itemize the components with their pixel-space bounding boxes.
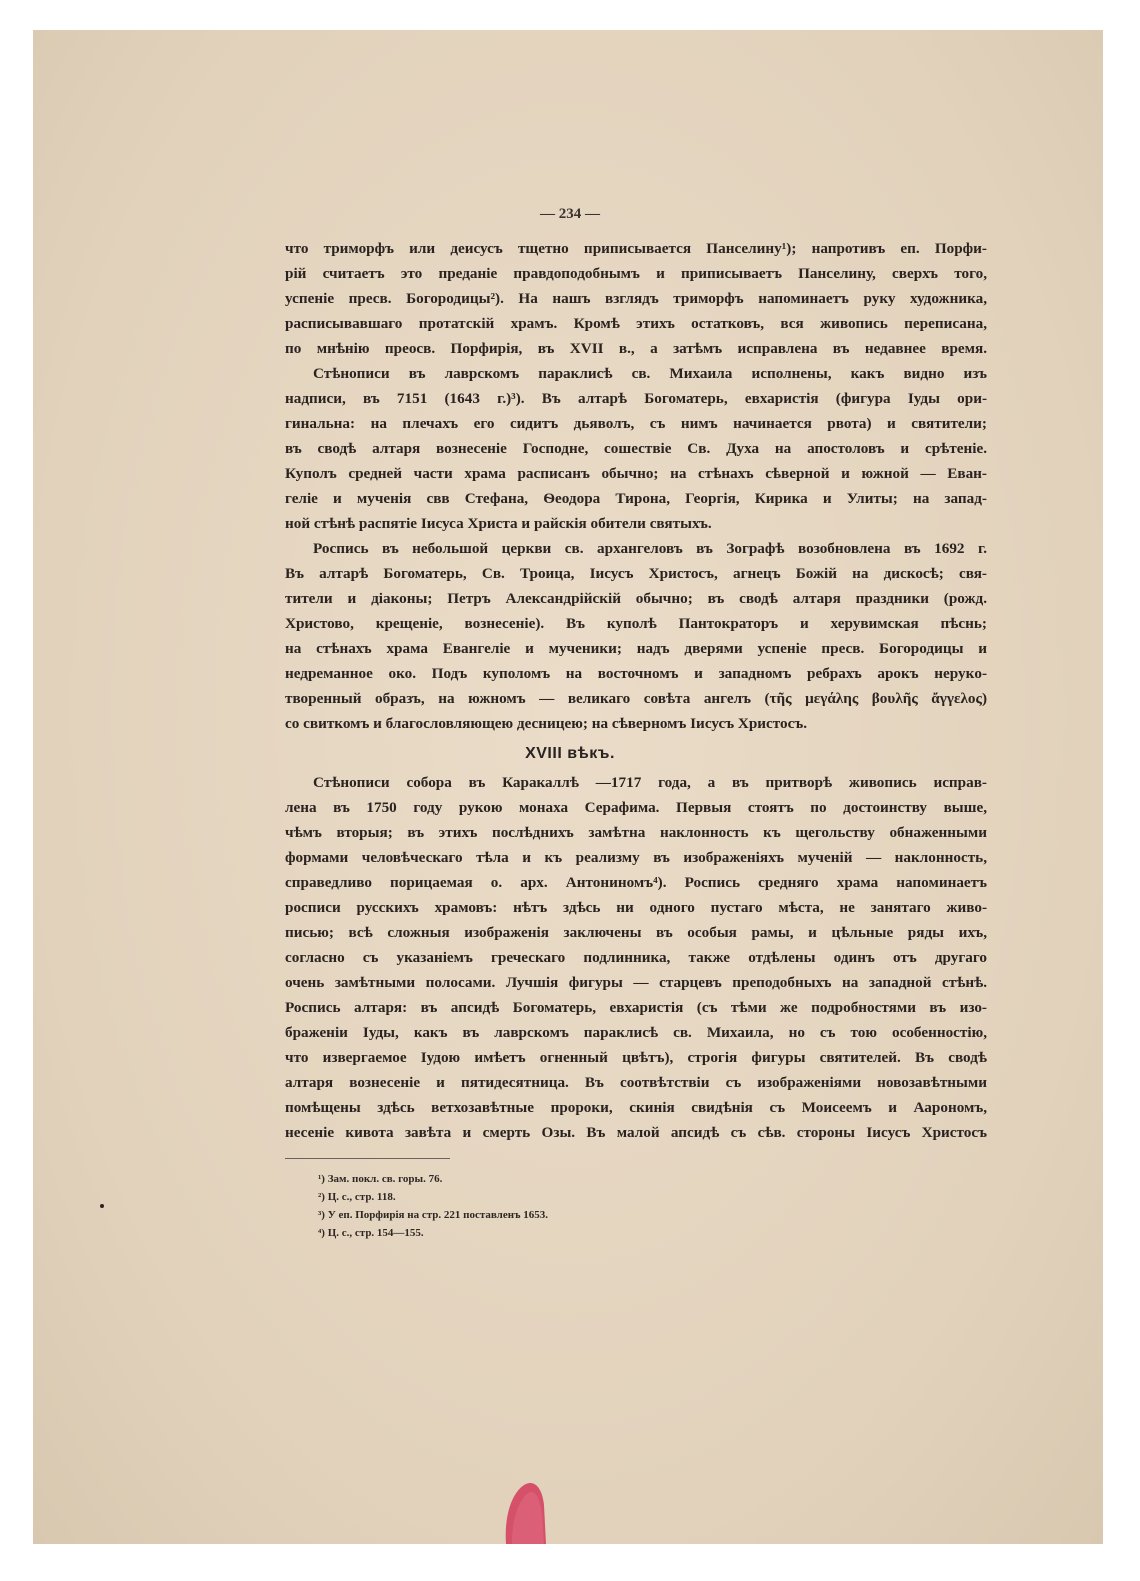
text-line: чѣмъ вторыя; въ этихъ послѣднихъ замѣтна наклонность къ щегольству обнаженными	[285, 824, 987, 841]
text-line: несеніе кивота завѣта и смерть Озы. Въ малой апсидѣ съ сѣв. стороны Іисусъ Христосъ	[285, 1124, 987, 1141]
paragraph-xviii	[285, 770, 987, 1145]
text-line: надписи, въ 7151 (1643 г.)³). Въ алтарѣ Богоматерь, евхаристія (фигура Іуды ори-	[285, 390, 987, 407]
text-line: справедливо порицаемая о. арх. Антониномъ⁴). Роспись средняго храма напоминаетъ	[285, 874, 987, 891]
footnote: ³) У еп. Порфирія на стр. 221 поставленъ 1653.	[318, 1209, 548, 1221]
text-line: со свиткомъ и благословляющею десницею; на сѣверномъ Іисусъ Христосъ.	[285, 715, 808, 732]
text-line: успеніе пресв. Богородицы²). На нашъ взглядъ триморфъ напоминаетъ руку художника,	[285, 290, 987, 307]
ink-speck	[100, 1204, 104, 1208]
text-line: творенный образъ, на южномъ — великаго совѣта ангелъ (τῆς μεγάλης βουλῆς ἄγγελος)	[285, 690, 987, 707]
text-line: Стѣнописи въ лаврскомъ параклисѣ св. Михаила исполнены, какъ видно изъ	[313, 365, 987, 382]
text-line: Роспись алтаря: въ апсидѣ Богоматерь, евхаристія (съ тѣми же подробностями въ изо-	[285, 999, 987, 1016]
text-line: писью; всѣ сложныя изображенія заключены въ особыя рамы, и цѣльные ряды ихъ,	[285, 924, 987, 941]
footnote: ²) Ц. с., стр. 118.	[318, 1191, 396, 1203]
text-line: гинальна: на плечахъ его сидитъ дьяволъ, съ нимъ начинается рвота) и святители;	[285, 415, 987, 432]
footnote: ¹) Зам. покл. св. горы. 76.	[318, 1173, 443, 1185]
text-line: Куполъ средней части храма расписанъ обычно; на стѣнахъ сѣверной и южной — Еван-	[285, 465, 987, 482]
thumb-mark	[502, 1475, 546, 1544]
text-line: росписи русскихъ храмовъ: нѣтъ здѣсь ни одного пустаго мѣста, не занятаго живо-	[285, 899, 987, 916]
text-line: на стѣнахъ храма Евангеліе и мученики; надъ дверями успеніе пресв. Богородицы и	[285, 640, 987, 657]
text-line: что извергаемое Іудою имѣетъ огненный цвѣтъ), строгія фигуры святителей. Въ сводѣ	[285, 1049, 987, 1066]
text-line: Въ алтарѣ Богоматерь, Св. Троица, Іисусъ Христосъ, агнецъ Божій на дискосѣ; свя-	[285, 565, 987, 582]
text-line: въ сводѣ алтаря вознесеніе Господне, сошествіе Св. Духа на апостоловъ и срѣтеніе.	[285, 440, 987, 457]
footnotes	[318, 1170, 548, 1242]
text-line: формами человѣческаго тѣла и къ реализму въ изображеніяхъ мученій — наклонность,	[285, 849, 987, 866]
page-number: — 234 —	[540, 206, 600, 222]
text-line: очень замѣтными полосами. Лучшія фигуры — старцевъ преподобныхъ на западной стѣнѣ.	[285, 974, 987, 991]
footnote-divider	[285, 1158, 450, 1159]
text-line: рій считаетъ это преданіе правдоподобнымъ и приписываетъ Панселину, сверхъ того,	[285, 265, 987, 282]
section-heading: XVIII вѣкъ.	[525, 745, 615, 762]
text-line: по мнѣнію преосв. Порфирія, въ XVII в., а затѣмъ исправлена въ недавнее время.	[285, 340, 987, 357]
text-line: Роспись въ небольшой церкви св. архангеловъ въ Зографѣ возобновлена въ 1692 г.	[313, 540, 987, 557]
footnote: ⁴) Ц. с., стр. 154—155.	[318, 1227, 424, 1239]
text-line: Христово, крещеніе, вознесеніе). Въ куполѣ Пантократоръ и херувимская пѣснь;	[285, 615, 987, 632]
text-line: согласно съ указаніемъ греческаго подлинника, также отдѣлены одинъ отъ другаго	[285, 949, 987, 966]
text-line: ной стѣнѣ распятіе Іисуса Христа и райскія обители святыхъ.	[285, 515, 712, 532]
text-line: алтаря вознесеніе и пятидесятница. Въ соотвѣтствіи съ изображеніями новозавѣтными	[285, 1074, 987, 1091]
text-line: тители и діаконы; Петръ Александрійскій обычно; въ сводѣ алтаря праздники (рожд.	[285, 590, 987, 607]
text-line: Стѣнописи собора въ Каракаллѣ —1717 года, а въ притворѣ живопись исправ-	[313, 774, 987, 791]
text-line: помѣщены здѣсь ветхозавѣтные пророки, скинія свидѣнія съ Моисеемъ и Аарономъ,	[285, 1099, 987, 1116]
paragraph-top	[285, 236, 987, 736]
text-line: что триморфъ или деисусъ тщетно приписывается Панселину¹); напротивъ еп. Порфи-	[285, 240, 987, 257]
text-line: расписывавшаго протатскій храмъ. Кромѣ этихъ остатковъ, вся живопись переписана,	[285, 315, 987, 332]
text-line: лена въ 1750 году рукою монаха Серафима. Первыя стоятъ по достоинству выше,	[285, 799, 987, 816]
text-line: недреманное око. Подъ куполомъ на восточномъ и западномъ ребрахъ арокъ нерукo-	[285, 665, 987, 682]
text-line: геліе и мученія свв Стефана, Ѳеодора Тирона, Георгія, Кирика и Улиты; на запад-	[285, 490, 987, 507]
text-line: браженіи Іуды, какъ въ лаврскомъ параклисѣ св. Михаила, но съ тою особенностію,	[285, 1024, 987, 1041]
